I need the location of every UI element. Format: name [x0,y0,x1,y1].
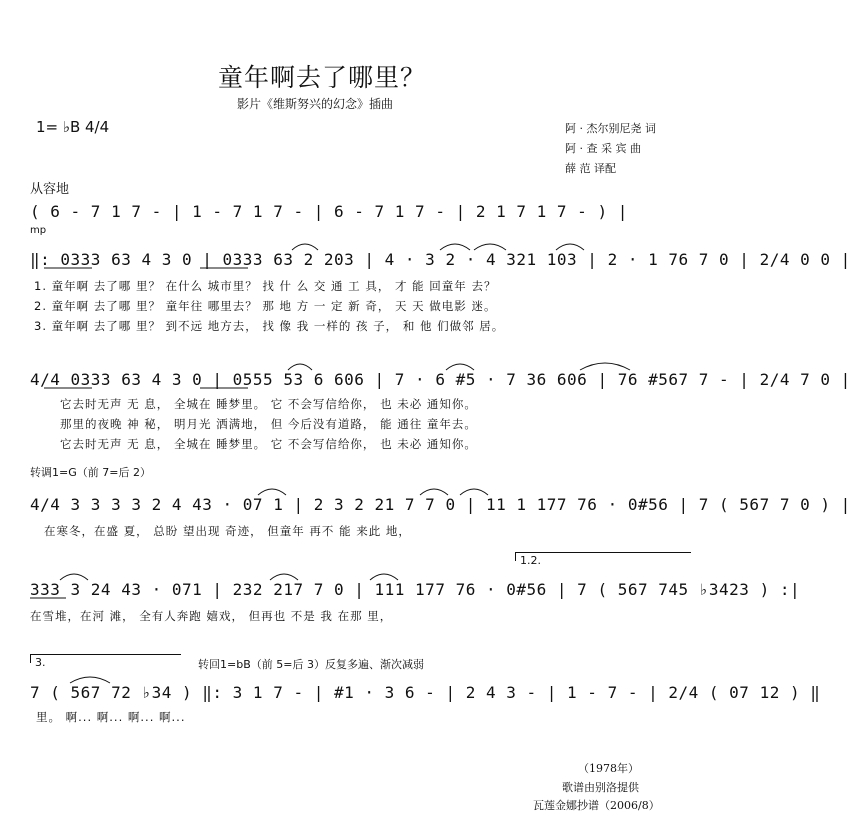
song-title: 童年啊去了哪里？ [218,63,427,92]
tie-arc [420,489,448,495]
lyric-verse2-line1: 2. 童年啊 去了哪 里？ 童年往 哪里去？ 那 地 方 一 定 新 奇， 天 天 做电影 迷。 [34,299,497,313]
volta-label-12: 1.2. [520,554,541,567]
score-line-4: 333 3 24 43 · 071 | 232 217 7 0 | 111 177 76 · 0#56 | 7 ( 567 745 ♭3423 ) :| [30,580,801,599]
tie-arc [440,244,470,250]
modulation-marking-2: 转回1=bB（前 5=后 3）反复多遍、渐次减弱 [198,658,424,671]
tempo-marking: 从容地 [30,182,70,197]
tie-arc [460,489,488,495]
tie-arc [446,364,474,370]
tie-arc [258,489,286,495]
lyric-verse1-line2: 它去时无声 无 息， 全城在 睡梦里。 它 不会写信给你， 也 未必 通知你。 [60,397,477,411]
tie-arc [60,574,88,580]
lyric-verse3-line1: 3. 童年啊 去了哪 里？ 到不远 地方去， 找 像 我 一样的 孩 子， 和 他 们做邻 居。 [34,319,505,333]
lyric-verse3-line2: 它去时无声 无 息， 全城在 睡梦里。 它 不会写信给你， 也 未必 通知你。 [60,437,477,451]
lyric-line-3: 在寒冬，在盛 夏， 总盼 望出现 奇迹， 但童年 再不 能 来此 地， [44,524,411,538]
score-intro: ( 6 - 7 1 7 - | 1 - 7 1 7 - | 6 - 7 1 7 - | 2 1 7 1 7 - ) | [30,202,628,221]
score-line-5: 7 ( 567 72 ♭34 ) ‖: 3 1 7 - | #1 · 3 6 - | 2 4 3 - | 1 - 7 - | 2/4 ( 07 12 ) ‖ [30,683,821,702]
modulation-marking-1: 转调1=G（前 7=后 2） [30,466,151,479]
footer-provider: 歌谱由别洛提供 [562,781,639,794]
lyric-verse2-line2: 那里的夜晚 神 秘， 明月光 洒满地， 但 今后没有道路， 能 通往 童年去。 [60,417,477,431]
score-line-3: 4/4 3 3 3 3 2 4 43 · 07 1 | 2 3 2 21 7 7 0 | 11 1 177 76 · 0#56 | 7 ( 567 7 0 ) | [30,495,851,514]
song-subtitle: 影片《维斯努兴的幻念》插曲 [237,97,394,111]
lyric-line-5: 里。 啊... 啊... 啊... 啊... [36,710,186,724]
tie-arc [370,574,398,580]
tie-arc [270,574,298,580]
volta-label-3: 3. [35,656,46,669]
lyric-line-4: 在雪堆，在河 滩， 全有人奔跑 嬉戏， 但再也 不是 我 在那 里， [30,609,393,623]
score-line-2: 4/4 0333 63 4 3 0 | 0555 53 6 606 | 7 · 6 #5 · 7 36 606 | 76 #567 7 - | 2/4 7 0 | [30,370,851,389]
score-line-1: ‖: 0333 63 4 3 0 | 0333 63 2 203 | 4 · 3 2 · 4 321 103 | 2 · 1 76 7 0 | 2/4 0 0 | [30,250,851,269]
tie-arc [292,244,318,250]
tie-arc [580,363,630,370]
key-signature: 1= ♭B 4/4 [36,118,110,136]
tie-arc [70,677,110,683]
translator-credit: 薛 范 译配 [565,162,616,175]
tie-arc [556,244,584,250]
dynamic-marking: mp [30,225,47,236]
tie-arc [474,244,506,250]
footer-transcriber: 瓦莲金娜抄谱（2006/8） [533,799,660,812]
lyric-verse1-line1: 1. 童年啊 去了哪 里？ 在什么 城市里？ 找 什 么 交 通 工 具， 才 能 回童年 去？ [34,279,497,293]
composer-credit: 阿 · 查 采 宾 曲 [565,142,641,155]
tie-arc [288,364,312,370]
lyricist-credit: 阿 · 杰尔别尼尧 词 [565,122,656,135]
footer-year: （1978年） [578,762,639,775]
